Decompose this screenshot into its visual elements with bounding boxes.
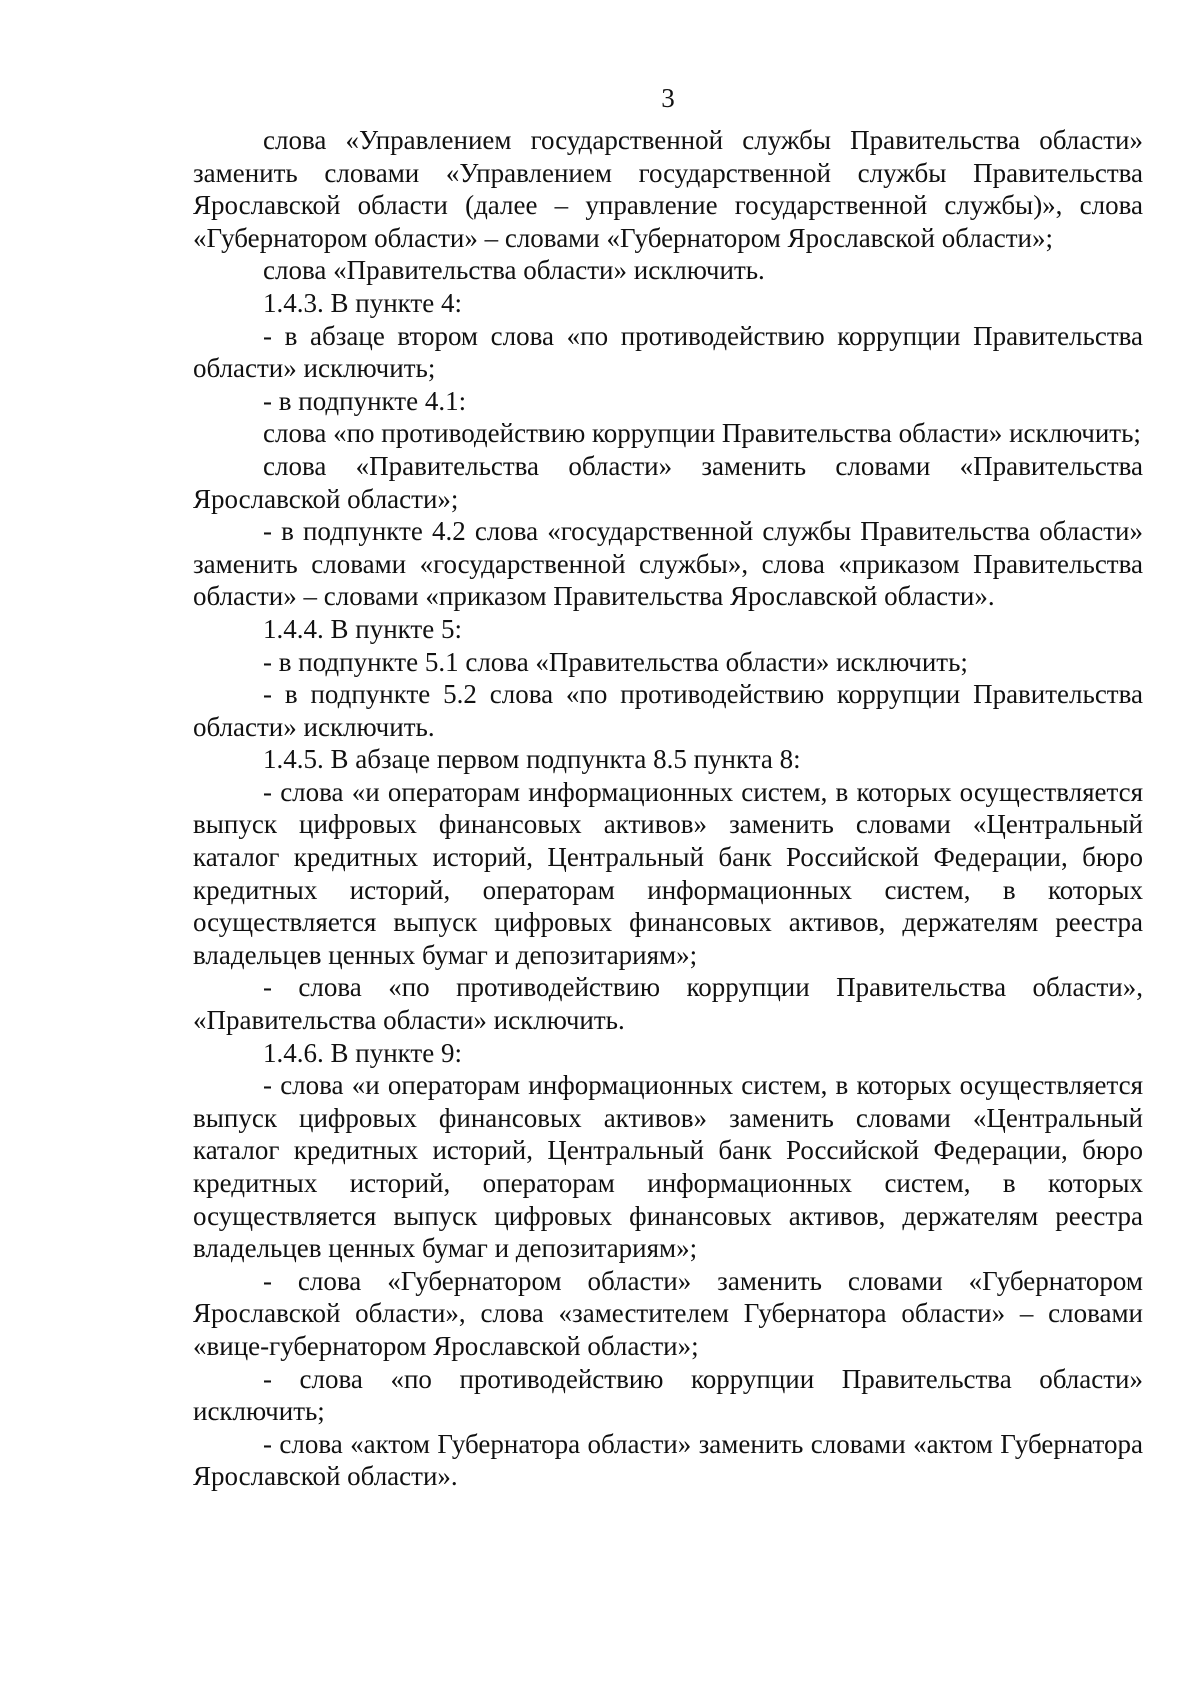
paragraph: - слова «и операторам информационных систем, в которых осуществляется выпуск цифровых финансовых активов» заменить словами «Центральный каталог кредитных историй, Центральный банк Российской Федерации, бюро кредитных историй, операторам информационных систем, в которых осуществляется выпуск цифровых финансовых активов, держателям реестра владельцев ценных бумаг и депозитариям»; bbox=[193, 1070, 1143, 1264]
paragraph: слова «по противодействию коррупции Правительства области» исключить; bbox=[263, 418, 1141, 449]
paragraph: - в подпункте 5.1 слова «Правительства области» исключить; bbox=[263, 646, 968, 677]
paragraph: - слова «Губернатором области» заменить словами «Губернатором Ярославской области», слова «заместителем Губернатора области» – словами «вице-губернатором Ярославской области»; bbox=[193, 1265, 1143, 1361]
paragraph: - в подпункте 5.2 слова «по противодействию коррупции Правительства области» исключить. bbox=[193, 679, 1143, 742]
paragraph: слова «Управлением государственной службы Правительства области» заменить словами «Управлением государственной службы Правительства Ярославской области (далее – управление государственной службы)», слова «Губернатором области» – словами «Губернатором Ярославской области»; bbox=[193, 125, 1143, 253]
paragraph: - слова «и операторам информационных систем, в которых осуществляется выпуск цифровых финансовых активов» заменить словами «Центральный каталог кредитных историй, Центральный банк Российской Федерации, бюро кредитных историй, операторам информационных систем, в которых осуществляется выпуск цифровых финансовых активов, держателям реестра владельцев ценных бумаг и депозитариям»; bbox=[193, 776, 1143, 970]
paragraph: 1.4.6. В пункте 9: bbox=[263, 1037, 462, 1068]
document-body bbox=[193, 124, 1143, 1493]
paragraph: слова «Правительства области» заменить словами «Правительства Ярославской области»; bbox=[193, 450, 1143, 514]
paragraph: слова «Правительства области» исключить. bbox=[263, 255, 765, 286]
paragraph: - в подпункте 4.1: bbox=[263, 385, 467, 416]
paragraph: - в подпункте 4.2 слова «государственной службы Правительства области» заменить словами «государственной службы», слова «приказом Правительства области» – словами «приказом Правительства Ярославской области». bbox=[193, 516, 1143, 612]
page-number: 3 bbox=[661, 83, 675, 113]
paragraph: 1.4.4. В пункте 5: bbox=[263, 613, 462, 644]
paragraph: 1.4.3. В пункте 4: bbox=[263, 287, 462, 318]
paragraph: 1.4.5. В абзаце первом подпункта 8.5 пункта 8: bbox=[263, 744, 801, 775]
paragraph: - слова «актом Губернатора области» заменить словами «актом Губернатора Ярославской области». bbox=[193, 1428, 1143, 1492]
paragraph: - в абзаце втором слова «по противодействию коррупции Правительства области» исключить; bbox=[193, 320, 1143, 384]
paragraph: - слова «по противодействию коррупции Правительства области», «Правительства области» исключить. bbox=[193, 972, 1143, 1036]
paragraph: - слова «по противодействию коррупции Правительства области» исключить; bbox=[193, 1363, 1143, 1427]
